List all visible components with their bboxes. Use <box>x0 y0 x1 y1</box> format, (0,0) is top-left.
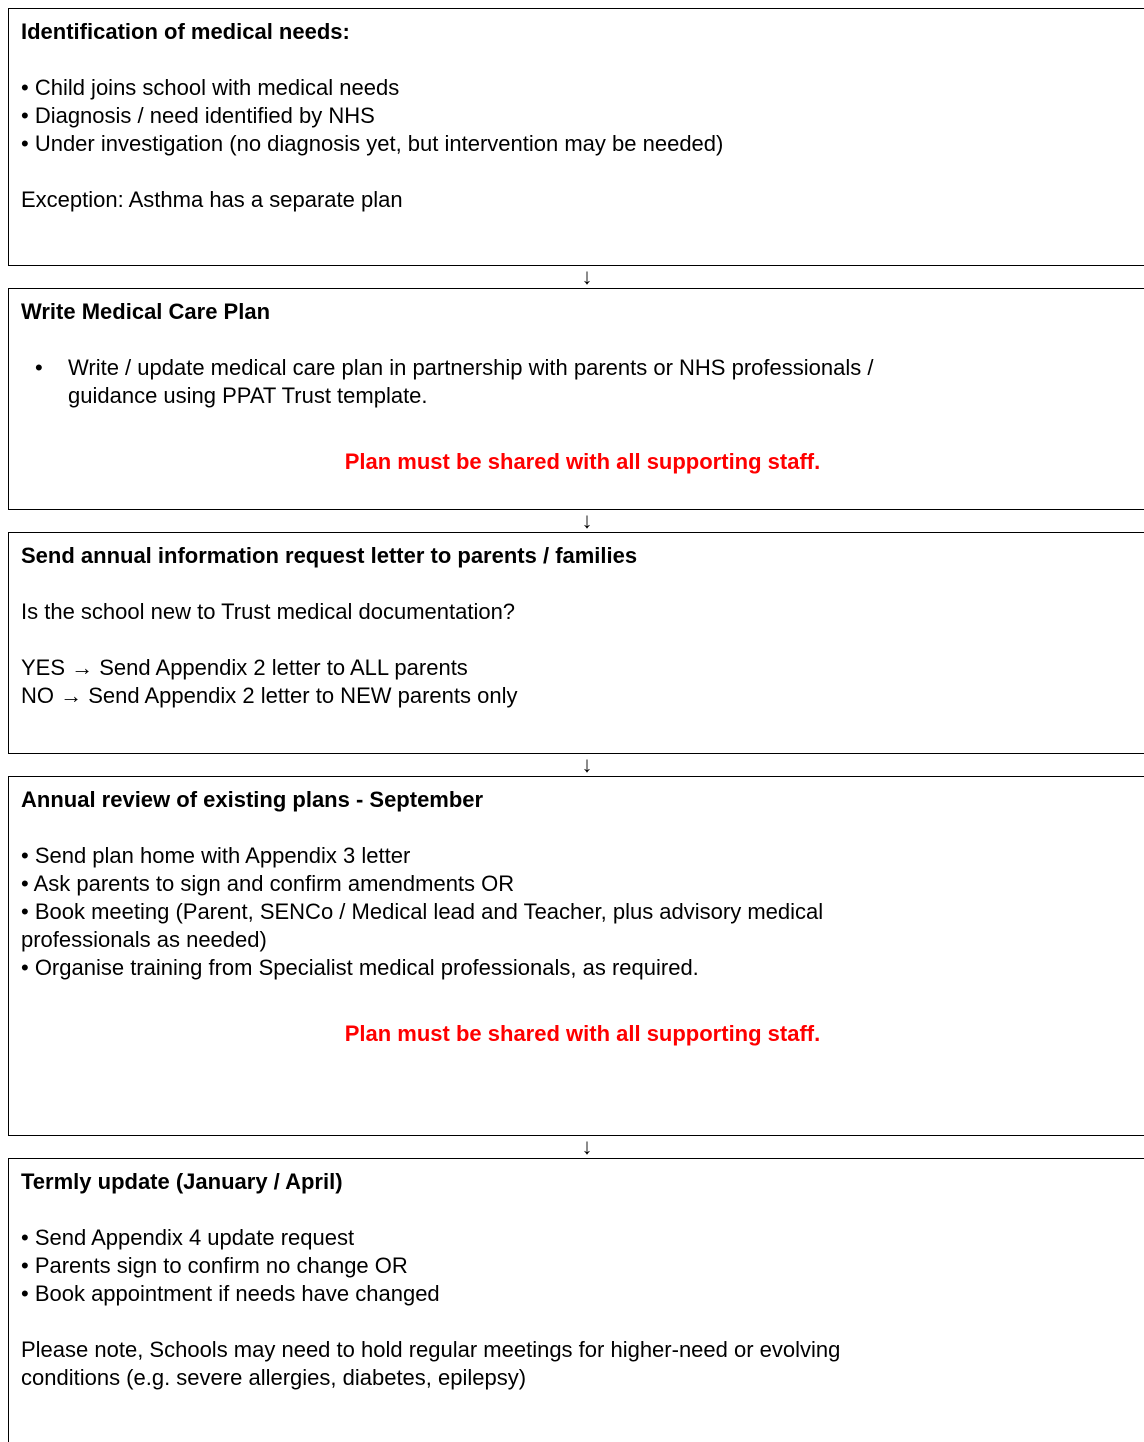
annual-review-section <box>8 776 1144 1136</box>
list-item: • Ask parents to sign and confirm amendments OR <box>21 871 515 896</box>
list-item-text: Write / update medical care plan in partnership with parents or NHS professionals / <box>68 355 874 380</box>
list-item: • Book meeting (Parent, SENCo / Medical lead and Teacher, plus advisory medical <box>21 899 824 924</box>
list-item <box>21 354 1144 382</box>
exception-note: Exception: Asthma has a separate plan <box>21 187 403 212</box>
yes-option: YES → Send Appendix 2 letter to ALL parents <box>21 655 468 680</box>
list-item: • Organise training from Specialist medical professionals, as required. <box>21 955 699 980</box>
share-warning: Plan must be shared with all supporting staff. <box>344 1021 821 1046</box>
list-item: • Diagnosis / need identified by NHS <box>21 103 375 128</box>
list-item: • Book appointment if needs have changed <box>21 1281 440 1306</box>
annual-letter-section <box>8 532 1144 754</box>
arrow-down-icon: ↓ <box>581 508 593 533</box>
no-option: NO → Send Appendix 2 letter to NEW parents only <box>21 683 518 708</box>
list-item-text: guidance using PPAT Trust template. <box>68 383 428 408</box>
bullet-icon: • <box>35 355 43 380</box>
care-plan-section <box>8 288 1144 510</box>
arrow-down-icon: ↓ <box>581 752 593 777</box>
arrow-down-icon: ↓ <box>581 1134 593 1159</box>
section-title: Termly update (January / April) <box>21 1169 343 1194</box>
section-title: Write Medical Care Plan <box>21 299 271 324</box>
list-item: • Child joins school with medical needs <box>21 75 400 100</box>
section-title: Annual review of existing plans - September <box>21 787 484 812</box>
termly-update-section <box>8 1158 1144 1442</box>
list-item: • Send Appendix 4 update request <box>21 1225 355 1250</box>
list-item: professionals as needed) <box>21 927 267 952</box>
list-item: • Parents sign to confirm no change OR <box>21 1253 408 1278</box>
section-title: Send annual information request letter to parents / families <box>21 543 638 568</box>
section-title: Identification of medical needs: <box>21 19 350 44</box>
note-text: conditions (e.g. severe allergies, diabetes, epilepsy) <box>21 1365 527 1390</box>
identification-section <box>8 8 1144 266</box>
list-item: • Under investigation (no diagnosis yet, but intervention may be needed) <box>21 131 724 156</box>
share-warning: Plan must be shared with all supporting staff. <box>344 449 821 474</box>
arrow-down-icon: ↓ <box>581 264 593 289</box>
list-item-continuation <box>21 382 1144 410</box>
note-text: Please note, Schools may need to hold regular meetings for higher-need or evolving <box>21 1337 841 1362</box>
list-item: • Send plan home with Appendix 3 letter <box>21 843 411 868</box>
question-text: Is the school new to Trust medical documentation? <box>21 599 516 624</box>
